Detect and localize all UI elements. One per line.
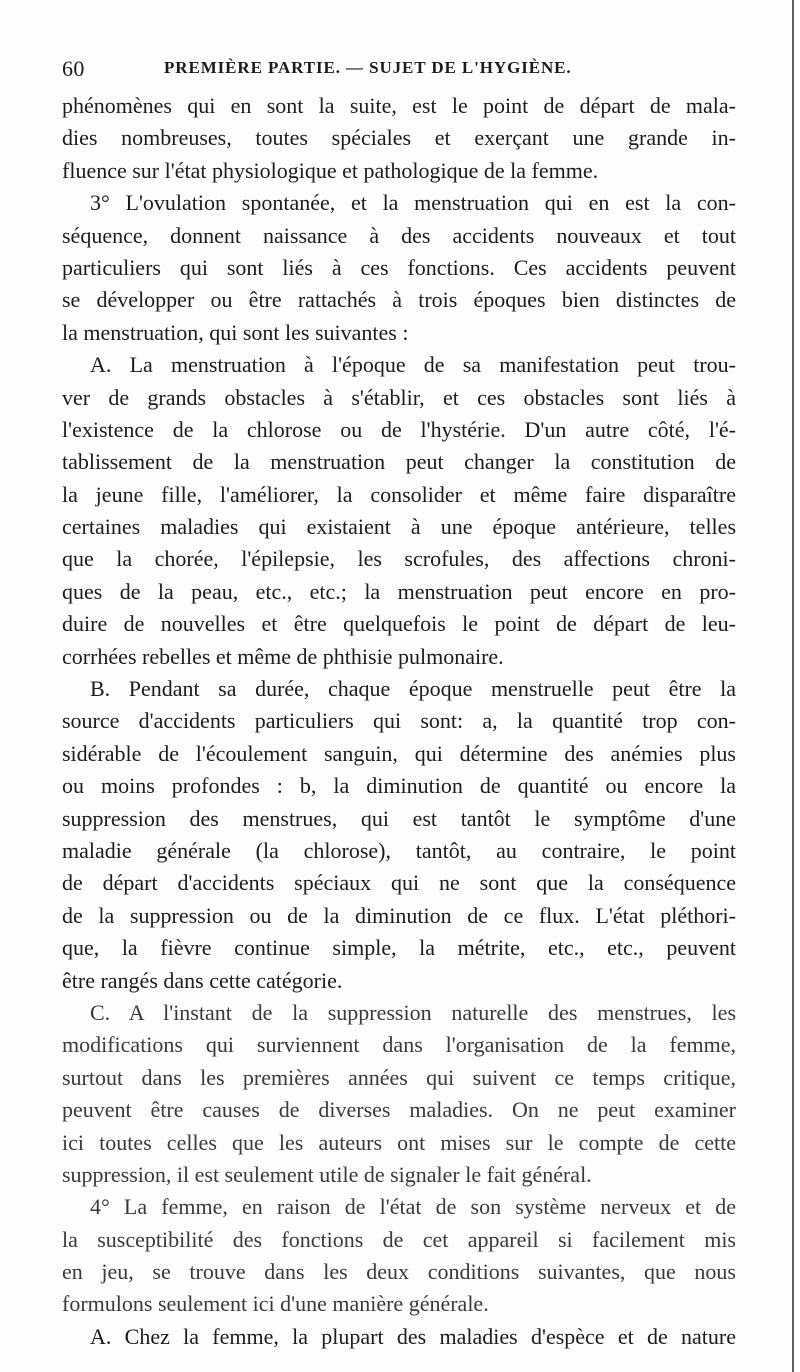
running-head (62, 56, 702, 82)
text-line: dies nombreuses, toutes spéciales et exerçant une grande in- (62, 125, 736, 151)
text-line: suppression, il est seulement utile de signaler le fait général. (62, 1161, 592, 1187)
text-line: séquence, donnent naissance à des accidents nouveaux et tout (62, 222, 736, 248)
text-line: la menstruation, qui sont les suivantes : (62, 319, 409, 345)
text-line: source d'accidents particuliers qui sont: a, la quantité trop con- (62, 708, 736, 734)
text-line: l'existence de la chlorose ou de l'hystérie. D'un autre côté, l'é- (62, 416, 736, 442)
text-line: que la chorée, l'épilepsie, les scrofules, des affections chroni- (62, 546, 736, 572)
page-number: 60 (62, 56, 85, 81)
body-text (62, 90, 736, 1353)
text-line: tablissement de la menstruation peut changer la constitution de (62, 449, 736, 475)
text-line: de la suppression ou de la diminution de ce flux. L'état pléthori- (62, 902, 736, 928)
text-line: surtout dans les premières années qui suivent ce temps critique, (62, 1064, 736, 1090)
text-line: se développer ou être rattachés à trois époques bien distinctes de (62, 287, 736, 313)
text-line: C. A l'instant de la suppression naturelle des menstrues, les (90, 999, 736, 1025)
text-line: de départ d'accidents spéciaux qui ne sont que la conséquence (62, 870, 736, 896)
text-line: maladie générale (la chlorose), tantôt, au contraire, le point (62, 837, 736, 863)
text-line: sidérable de l'écoulement sanguin, qui détermine des anémies plus (62, 740, 736, 766)
text-line: en jeu, se trouve dans les deux conditions suivantes, que nous (62, 1259, 736, 1285)
text-line: A. La menstruation à l'époque de sa manifestation peut trou- (90, 352, 736, 378)
text-line: formulons seulement ici d'une manière générale. (62, 1291, 489, 1317)
text-line: phénomènes qui en sont la suite, est le point de départ de mala- (62, 93, 736, 118)
running-title: PREMIÈRE PARTIE. — SUJET DE L'HYGIÈNE. (164, 58, 572, 77)
text-line: B. Pendant sa durée, chaque époque menstruelle peut être la (90, 676, 736, 702)
text-line: peuvent être causes de diverses maladies. On ne peut examiner (62, 1097, 736, 1123)
text-line: ques de la peau, etc., etc.; la menstruation peut encore en pro- (62, 578, 736, 604)
text-line: être rangés dans cette catégorie. (62, 967, 343, 993)
text-line: la susceptibilité des fonctions de cet appareil si facilement mis (62, 1226, 736, 1252)
text-line: ver de grands obstacles à s'établir, et ces obstacles sont liés à (62, 384, 736, 410)
text-line: certaines maladies qui existaient à une époque antérieure, telles (62, 514, 736, 540)
text-line: que, la fièvre continue simple, la métrite, etc., etc., peuvent (62, 935, 736, 961)
text-line: 4° La femme, en raison de l'état de son système nerveux et de (90, 1194, 736, 1220)
text-line: la jeune fille, l'améliorer, la consolider et même faire disparaître (62, 481, 736, 507)
text-line: suppression des menstrues, qui est tantôt le symptôme d'une (62, 805, 736, 831)
text-line: corrhées rebelles et même de phthisie pulmonaire. (62, 643, 504, 669)
text-line: duire de nouvelles et être quelquefois le point de départ de leu- (62, 611, 736, 637)
text-line: particuliers qui sont liés à ces fonctions. Ces accidents peuvent (62, 254, 736, 280)
text-line: A. Chez la femme, la plupart des maladies d'espèce et de nature (90, 1323, 736, 1349)
text-line: ou moins profondes : b, la diminution de quantité ou encore la (62, 773, 736, 799)
text-line: fluence sur l'état physiologique et pathologique de la femme. (62, 157, 599, 183)
text-line: ici toutes celles que les auteurs ont mises sur le compte de cette (62, 1129, 736, 1155)
text-line: 3° L'ovulation spontanée, et la menstruation qui en est la con- (90, 190, 736, 216)
page-edge-line (792, 0, 794, 1372)
text-line: modifications qui surviennent dans l'organisation de la femme, (62, 1032, 736, 1058)
